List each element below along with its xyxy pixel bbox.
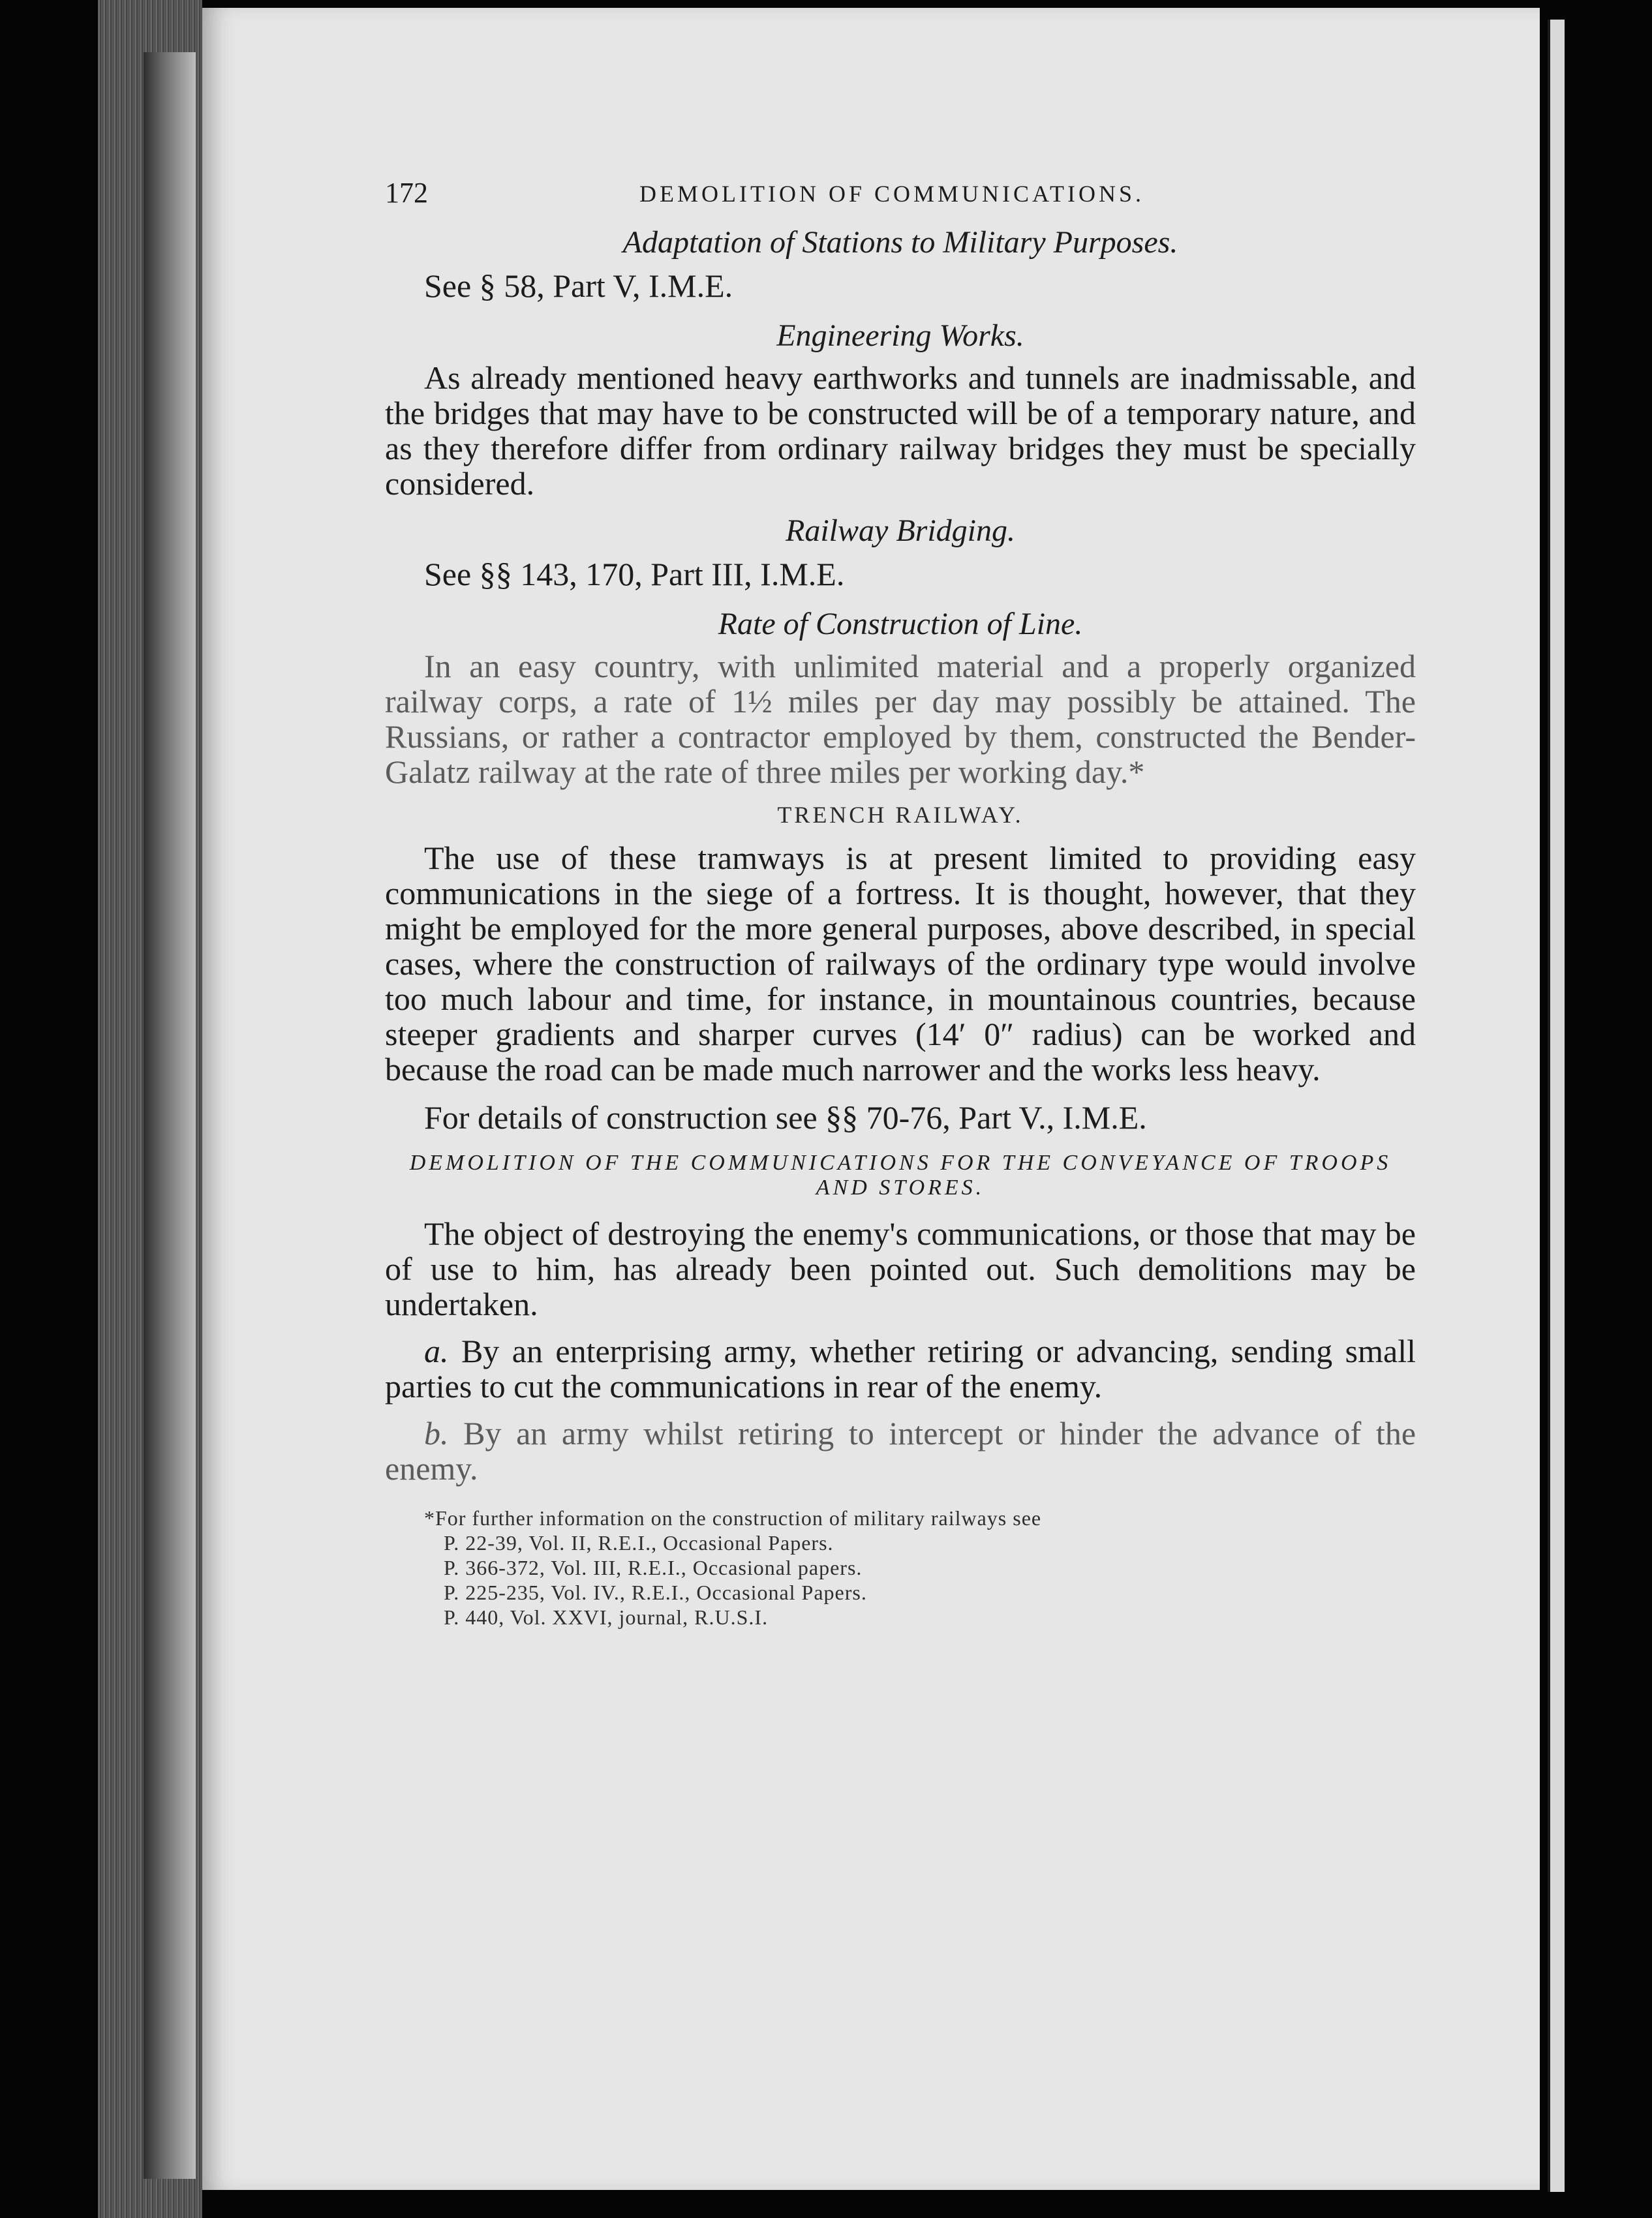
page-number: 172 [385, 177, 428, 209]
list-item-b [385, 1416, 1416, 1486]
footnotes [385, 1506, 1416, 1630]
list-item-a [385, 1333, 1416, 1404]
footnote-item: P. 366-372, Vol. III, R.E.I., Occasional papers. [444, 1556, 863, 1579]
paragraph-demolition: The object of destroying the enemy's communications, or those that may be of use to him, has already been pointed out. Such demolitions may be undertaken. [385, 1215, 1416, 1322]
book-binding-shadow [144, 52, 196, 2179]
paragraph-rate-of-construction: In an easy country, with unlimited material and a properly organized railway corps, a rate of 1½ miles per day may possibly be attained. The Russians, or rather a contractor employed by them, constructed the Bender-Galatz railway at the rate of three miles per working day.* [385, 648, 1416, 790]
heading-demolition: DEMOLITION OF THE COMMUNICATIONS FOR THE CONVEYANCE OF TROOPS AND STORES. [409, 1151, 1392, 1200]
reference-trench-railway: For details of construction see §§ 70-76, Part V., I.M.E. [424, 1099, 1147, 1136]
reference-railway-bridging: See §§ 143, 170, Part III, I.M.E. [424, 556, 845, 592]
heading-railway-bridging: Railway Bridging. [786, 513, 1015, 548]
heading-trench-railway: TRENCH RAILWAY. [777, 802, 1024, 828]
running-head-title: DEMOLITION OF COMMUNICATIONS. [639, 181, 1144, 207]
page-content [385, 176, 1416, 1630]
paragraph-trench-railway: The use of these tramways is at present limited to providing easy communications in the siege of a fortress. It is thought, however, that they might be employed for the more general purposes, above described, in special cases, where the construction of railways of the ordinary type would involve too much labour and time, for instance, in mountainous countries, because steeper gradients and sharper curves (14′ 0″ radius) can be worked and because the road can be made much narrower and the works less heavy. [385, 840, 1416, 1087]
footnote-item: P. 22-39, Vol. II, R.E.I., Occasional Papers. [444, 1531, 834, 1555]
heading-rate-of-construction: Rate of Construction of Line. [718, 607, 1083, 641]
list-marker-a: a. [424, 1333, 449, 1369]
footnote-intro: *For further information on the construction of military railways see [424, 1506, 1042, 1530]
list-text-b: By an army whilst retiring to intercept or hinder the advance of the enemy. [385, 1415, 1416, 1487]
facing-page-edge [1548, 20, 1565, 2192]
heading-engineering-works: Engineering Works. [776, 318, 1024, 353]
paragraph-engineering-works: As already mentioned heavy earthworks and tunnels are inadmissable, and the bridges that may have to be constructed will be of a temporary nature, and as they therefore differ from ordinary railway bridges they must be specially considered. [385, 359, 1416, 502]
footnote-item: P. 225-235, Vol. IV., R.E.I., Occasional Papers. [444, 1581, 867, 1604]
list-marker-b: b. [424, 1415, 449, 1451]
list-text-a: By an enterprising army, whether retiring or advancing, sending small parties to cut the communications in rear of the enemy. [385, 1333, 1416, 1405]
reference-adaptation: See § 58, Part V, I.M.E. [424, 267, 733, 304]
heading-adaptation-of-stations: Adaptation of Stations to Military Purposes. [622, 225, 1178, 260]
footnote-item: P. 440, Vol. XXVI, journal, R.U.S.I. [444, 1605, 769, 1629]
running-head [385, 176, 1416, 222]
